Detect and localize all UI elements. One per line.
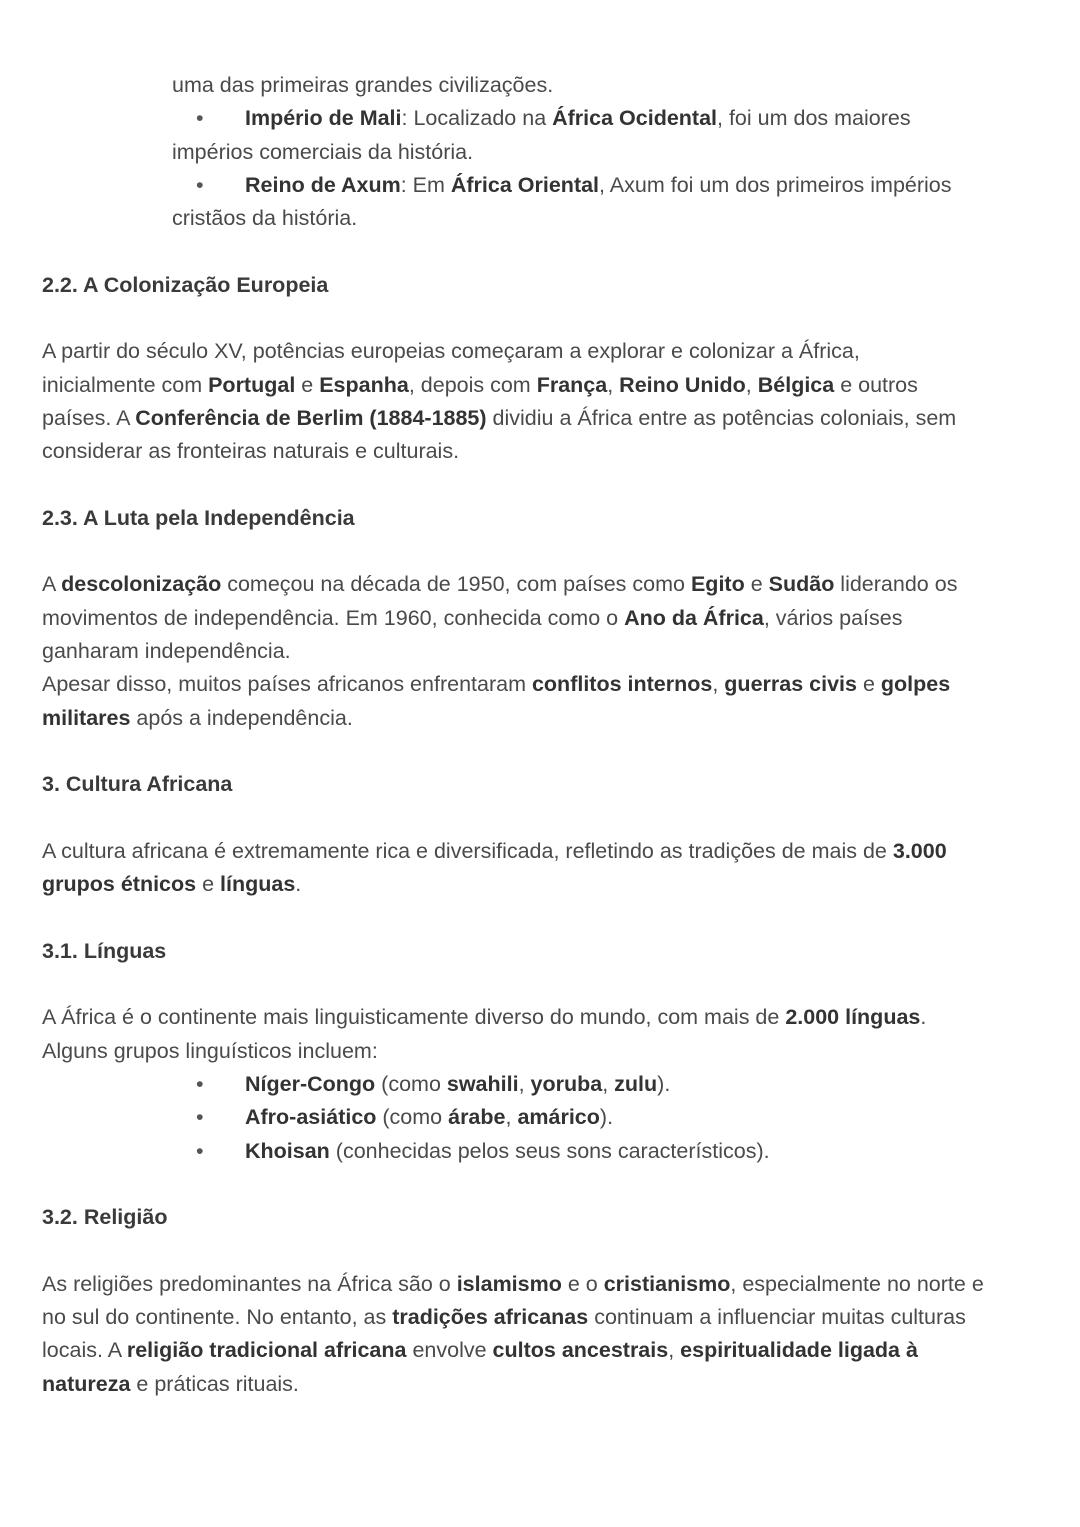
bold-text: swahili bbox=[446, 1071, 519, 1096]
text: e práticas rituais. bbox=[130, 1371, 299, 1396]
bold-text: espiritualidade ligada à bbox=[680, 1338, 918, 1363]
bold-text: África Oriental bbox=[450, 172, 600, 197]
bold-text: amárico bbox=[517, 1105, 600, 1130]
section-heading bbox=[0, 269, 1080, 302]
text-line bbox=[0, 1001, 1080, 1034]
bold-text: natureza bbox=[42, 1371, 131, 1396]
paragraph bbox=[0, 335, 1080, 468]
text: , bbox=[668, 1338, 681, 1363]
section-heading bbox=[0, 1201, 1080, 1234]
bold-text: Reino Unido bbox=[619, 372, 746, 397]
text: e bbox=[295, 372, 320, 397]
text: As religiões predominantes na África são o bbox=[42, 1271, 457, 1296]
bold-text: 3.000 bbox=[892, 838, 947, 863]
text: e o bbox=[561, 1271, 604, 1296]
bold-text: Afro-asiático bbox=[245, 1105, 377, 1130]
list-item bbox=[0, 1068, 1080, 1101]
text: inicialmente com bbox=[42, 372, 209, 397]
list-item bbox=[0, 1135, 1080, 1168]
text-line bbox=[0, 1334, 1080, 1367]
text: considerar as fronteiras naturais e culturais. bbox=[42, 439, 460, 464]
bold-text: Espanha bbox=[319, 372, 409, 397]
text: ). bbox=[599, 1105, 614, 1130]
bulleted-paragraph bbox=[0, 69, 1080, 235]
bullet-icon: • bbox=[196, 1105, 204, 1130]
bold-text: Portugal bbox=[208, 372, 296, 397]
text: e bbox=[856, 672, 881, 697]
bullet-icon: • bbox=[196, 1071, 204, 1096]
text: cristãos da história. bbox=[172, 206, 358, 231]
text-line bbox=[0, 635, 1080, 668]
text-line bbox=[0, 835, 1080, 868]
bold-text: línguas bbox=[220, 872, 296, 897]
text: ). bbox=[657, 1071, 671, 1096]
bullet-icon: • bbox=[196, 172, 204, 197]
text-line bbox=[0, 868, 1080, 901]
bulleted-paragraph bbox=[0, 1001, 1080, 1167]
bold-text: islamismo bbox=[456, 1271, 562, 1296]
bold-text: França bbox=[536, 372, 608, 397]
bold-text: Khoisan bbox=[245, 1138, 330, 1163]
text: 3.1. Línguas bbox=[42, 938, 167, 963]
text-line bbox=[0, 1368, 1080, 1401]
text: , bbox=[602, 1071, 615, 1096]
text: países. A bbox=[42, 405, 136, 430]
bold-text: Bélgica bbox=[757, 372, 835, 397]
bold-text: Egito bbox=[690, 572, 745, 597]
bold-text: Níger-Congo bbox=[245, 1071, 376, 1096]
bold-text: religião tradicional africana bbox=[126, 1338, 407, 1363]
text: continuam a influenciar muitas culturas bbox=[588, 1304, 966, 1329]
document-body bbox=[0, 69, 1080, 1434]
bold-text: golpes bbox=[880, 672, 951, 697]
text: (como bbox=[376, 1105, 449, 1130]
text: começou na década de 1950, com países como bbox=[221, 572, 691, 597]
text-line bbox=[0, 269, 1080, 302]
text: movimentos de independência. Em 1960, conhecida como o bbox=[42, 605, 625, 630]
bold-text: guerras civis bbox=[724, 672, 857, 697]
section-heading bbox=[0, 768, 1080, 801]
bold-text: grupos étnicos bbox=[42, 872, 197, 897]
bold-text: zulu bbox=[614, 1071, 658, 1096]
text-line bbox=[0, 369, 1080, 402]
text-line bbox=[0, 502, 1080, 535]
text: , depois com bbox=[408, 372, 537, 397]
section-heading bbox=[0, 935, 1080, 968]
text-line bbox=[0, 768, 1080, 801]
text: locais. A bbox=[42, 1338, 127, 1363]
text: A África é o continente mais linguisticamente diverso do mundo, com mais de bbox=[42, 1005, 786, 1030]
list-item bbox=[0, 1101, 1080, 1134]
text-line bbox=[0, 702, 1080, 735]
text: A cultura africana é extremamente rica e diversificada, refletindo as tradições de mais de bbox=[42, 838, 893, 863]
text: , bbox=[745, 372, 758, 397]
text: 3.2. Religião bbox=[42, 1205, 168, 1230]
text-line bbox=[0, 935, 1080, 968]
list-item bbox=[0, 102, 1080, 135]
text: e outros bbox=[834, 372, 918, 397]
bold-text: tradições africanas bbox=[392, 1304, 589, 1329]
text: (como bbox=[375, 1071, 447, 1096]
paragraph bbox=[0, 835, 1080, 902]
bold-text: Império de Mali bbox=[245, 106, 402, 131]
paragraph bbox=[0, 1268, 1080, 1401]
text: Apesar disso, muitos países africanos enfrentaram bbox=[42, 672, 532, 697]
text: : Localizado na bbox=[401, 106, 553, 131]
text: após a independência. bbox=[130, 705, 353, 730]
text: , vários países bbox=[763, 605, 903, 630]
bold-text: descolonização bbox=[61, 572, 222, 597]
paragraph bbox=[0, 568, 1080, 734]
text: , Axum foi um dos primeiros impérios bbox=[599, 172, 952, 197]
text: , bbox=[518, 1071, 531, 1096]
text: A partir do século XV, potências europeias começaram a explorar e colonizar a África, bbox=[42, 339, 860, 364]
bold-text: África Ocidental bbox=[552, 106, 718, 131]
bold-text: conflitos internos bbox=[531, 672, 713, 697]
text-line bbox=[0, 1201, 1080, 1234]
section-heading bbox=[0, 502, 1080, 535]
text: impérios comerciais da história. bbox=[172, 139, 474, 164]
bullet-icon: • bbox=[196, 1138, 204, 1163]
text: e bbox=[744, 572, 769, 597]
text: : Em bbox=[400, 172, 451, 197]
bold-text: militares bbox=[42, 705, 131, 730]
text: no sul do continente. No entanto, as bbox=[42, 1304, 393, 1329]
bold-text: Sudão bbox=[768, 572, 835, 597]
bold-text: 2.000 línguas bbox=[785, 1005, 921, 1030]
text-line bbox=[0, 1301, 1080, 1334]
text: liderando os bbox=[834, 572, 958, 597]
text: uma das primeiras grandes civilizações. bbox=[172, 73, 554, 97]
text-line bbox=[0, 69, 1080, 102]
text: . bbox=[920, 1005, 927, 1030]
text: . bbox=[295, 872, 302, 897]
text: e bbox=[196, 872, 221, 897]
bold-text: Conferência de Berlim (1884-1885) bbox=[135, 405, 487, 430]
bold-text: cultos ancestrais bbox=[492, 1338, 669, 1363]
text: Alguns grupos linguísticos incluem: bbox=[42, 1038, 378, 1063]
text: 2.3. A Luta pela Independência bbox=[42, 505, 355, 530]
bold-text: Reino de Axum bbox=[245, 172, 401, 197]
text: , bbox=[505, 1105, 518, 1130]
list-item bbox=[0, 169, 1080, 202]
text-line bbox=[0, 568, 1080, 601]
text: 2.2. A Colonização Europeia bbox=[42, 272, 329, 297]
text: 3. Cultura Africana bbox=[42, 772, 233, 797]
text-line bbox=[0, 202, 1080, 235]
text: , foi um dos maiores bbox=[717, 106, 911, 131]
text-line bbox=[0, 402, 1080, 435]
bold-text: cristianismo bbox=[603, 1271, 731, 1296]
bold-text: yoruba bbox=[530, 1071, 603, 1096]
text: , especialmente no norte e bbox=[730, 1271, 984, 1296]
text: A bbox=[42, 572, 62, 597]
text-line bbox=[0, 668, 1080, 701]
text-line bbox=[0, 1268, 1080, 1301]
text-line bbox=[0, 602, 1080, 635]
text: envolve bbox=[406, 1338, 493, 1363]
bold-text: árabe bbox=[448, 1105, 506, 1130]
text-line bbox=[0, 435, 1080, 468]
text: , bbox=[607, 372, 620, 397]
text-line bbox=[0, 1035, 1080, 1068]
text: ganharam independência. bbox=[42, 639, 291, 664]
bullet-icon: • bbox=[196, 106, 204, 131]
text: , bbox=[712, 672, 725, 697]
text-line bbox=[0, 136, 1080, 169]
text: dividiu a África entre as potências coloniais, sem bbox=[486, 405, 957, 430]
text-line bbox=[0, 335, 1080, 368]
text: (conhecidas pelos seus sons característicos). bbox=[329, 1138, 770, 1163]
bold-text: Ano da África bbox=[624, 605, 764, 630]
